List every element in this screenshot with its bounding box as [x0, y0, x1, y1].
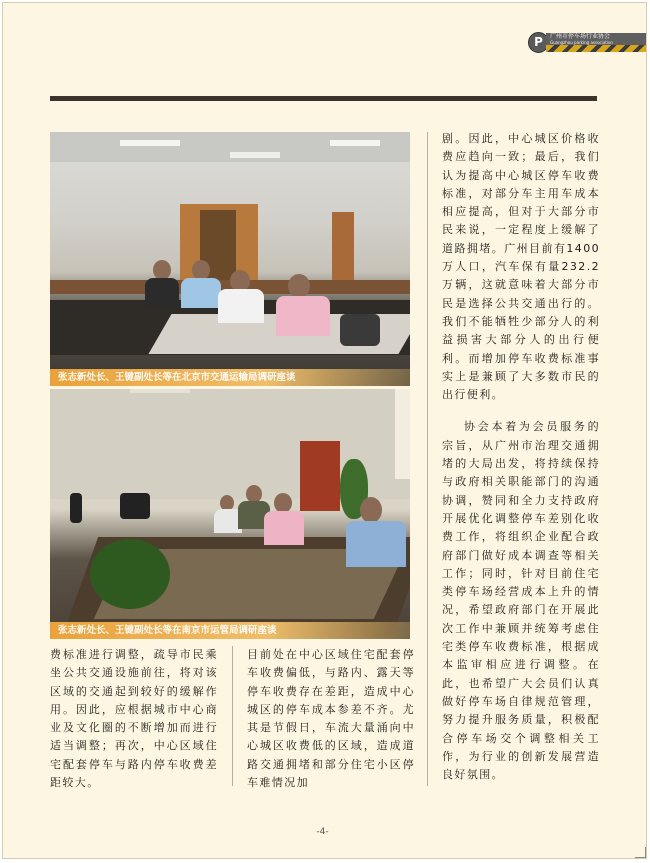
- photo-caption: 张志新处长、王键副处长等在北京市交通运输局调研座谈: [50, 369, 410, 386]
- article-column-left: [50, 646, 218, 792]
- crop-mark: [635, 847, 646, 858]
- photo-beijing-meeting: [50, 132, 410, 386]
- paragraph: 协会本着为会员服务的宗旨，从广州市治理交通拥堵的大局出发，将持续保持与政府相关职能部门的沟通协调，赞同和全力支持政府开展优化调整停车差别化收费工作，将组织企业配合政府部门做好成本调查等相关工作；同时，针对目前住宅类停车场经营成本上升的情况，希望政府部门在开展此次工作中兼顾并统筹考虑住宅类停车收费标准，根据成本监审相应进行调整。在此，也希望广大会员们认真做好停车场自律规范管理，努力提升服务质量，积极配合停车场交个调整相关工作，为行业的创新发展营造良好氛围。: [442, 420, 600, 782]
- top-rule: [50, 96, 597, 101]
- column-divider: [232, 646, 233, 786]
- hazard-stripes: [546, 45, 646, 52]
- photo-caption: 张志新处长、王键副处长等在南京市运管局调研座谈: [50, 622, 410, 639]
- article-column-middle: [247, 646, 415, 792]
- paragraph: 剧。因此，中心城区价格收费应趋向一致；最后，我们认为提高中心城区停车收费标准，对部分车主用车成本相应提高，但对于大部分市民来说，一定程度上缓解了道路拥堵。广州目前有1400万人口，汽车保有量232.2万辆，这就意味着大部分市民是选择公共交通出行的。我们不能牺牲少部分人的利益损害大部分人的出行便利。而增加停车收费标准事实上是兼顾了大多数市民的出行便利。: [442, 132, 600, 402]
- article-column-right: [442, 130, 600, 784]
- paragraph: 目前处在中心区域住宅配套停车收费偏低，与路内、露天等停车收费存在差距，造成中心城区的停车成本参差不齐。尤其是节假日，车流大量涌向中心城区收费低的区域，造成道路交通拥堵和部分住宅小区停车难情况加: [247, 648, 415, 790]
- column-divider: [427, 132, 428, 786]
- paragraph: 费标准进行调整，疏导市民乘坐公共交通设施前往，将对该区域的交通起到较好的缓解作用。因此，应根据城市中心商业及文化圈的不断增加而进行适当调整；再次，中心区域住宅配套停车与路内停车收费差距较大。: [50, 648, 218, 790]
- parking-logo-icon: P: [528, 32, 549, 53]
- association-name: 广州市停车场行业协会: [550, 33, 611, 40]
- photo-nanjing-meeting: [50, 389, 410, 639]
- page-number: -4-: [316, 827, 329, 837]
- association-name-en: Guangzhou parking association: [550, 40, 613, 45]
